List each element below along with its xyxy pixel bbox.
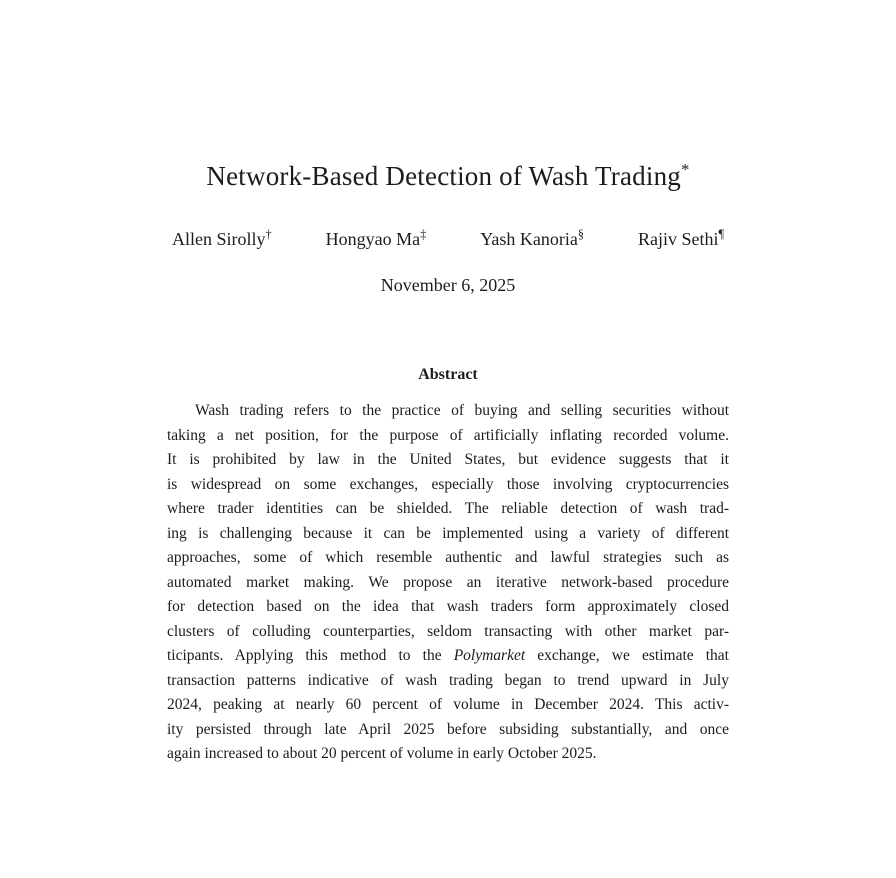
abstract-text: ticipants. Applying this method to the [167, 647, 454, 664]
abstract-line [167, 693, 729, 718]
abstract-line [167, 644, 729, 669]
abstract-text: again increased to about 20 percent of volume in early October 2025. [167, 745, 597, 762]
paper-title-text: Network-Based Detection of Wash Trading [206, 161, 681, 191]
abstract-text: 2024, peaking at nearly 60 percent of volume in December 2024. This activ- [167, 696, 729, 713]
paper-date: November 6, 2025 [380, 275, 516, 295]
abstract-line [167, 522, 729, 547]
abstract-text: approaches, some of which resemble authentic and lawful strategies such as [167, 549, 729, 566]
author-4 [638, 229, 724, 250]
abstract-line [167, 473, 729, 498]
author-2-footnote-mark: ‡ [420, 227, 427, 241]
abstract-text: ity persisted through late April 2025 before subsiding substantially, and once [167, 720, 729, 738]
paper-title [0, 161, 896, 192]
abstract-line [167, 448, 729, 473]
abstract-line [167, 620, 729, 645]
abstract-text: transaction patterns indicative of wash trading began to trend upward in July [167, 671, 729, 689]
title-footnote-mark: * [680, 160, 690, 179]
abstract-line [167, 742, 729, 767]
abstract-line [167, 497, 729, 522]
abstract-text: clusters of colluding counterparties, seldom transacting with other market par- [167, 622, 729, 640]
abstract-text: exchange, we estimate that [525, 647, 729, 664]
author-3-footnote-mark: § [577, 227, 584, 241]
abstract-line [167, 669, 729, 694]
abstract-line [167, 718, 729, 743]
abstract-line [167, 571, 729, 596]
abstract-line [167, 595, 729, 620]
abstract-text-italic: Polymarket [453, 647, 526, 664]
author-3-name: Yash Kanoria [480, 229, 578, 249]
author-2 [326, 229, 427, 250]
author-4-name: Rajiv Sethi [637, 229, 719, 249]
abstract-text: ing is challenging because it can be implemented using a variety of different [167, 524, 729, 542]
author-1 [172, 229, 272, 250]
author-1-footnote-mark: † [265, 227, 272, 241]
abstract-line [167, 399, 729, 424]
abstract-line [167, 546, 729, 571]
abstract-body [167, 399, 729, 767]
abstract-text: is widespread on some exchanges, especially those involving cryptocurrencies [167, 475, 729, 493]
author-2-name: Hongyao Ma [325, 229, 421, 249]
abstract-text: automated market making. We propose an iterative network-based procedure [167, 573, 729, 591]
abstract-line [167, 424, 729, 449]
abstract-heading: Abstract [418, 366, 478, 383]
author-3 [480, 229, 584, 250]
author-list [0, 229, 896, 250]
abstract-text: Wash trading refers to the practice of buying and selling securities without [195, 402, 729, 419]
author-1-name: Allen Sirolly [171, 229, 266, 249]
abstract-text: taking a net position, for the purpose of artificially inflating recorded volume. [167, 426, 729, 444]
abstract-text: It is prohibited by law in the United States, but evidence suggests that it [167, 451, 729, 468]
abstract-text: where trader identities can be shielded. The reliable detection of wash trad- [167, 500, 729, 517]
author-4-footnote-mark: ¶ [718, 227, 725, 241]
abstract-text: for detection based on the idea that wash traders form approximately closed [167, 598, 729, 615]
